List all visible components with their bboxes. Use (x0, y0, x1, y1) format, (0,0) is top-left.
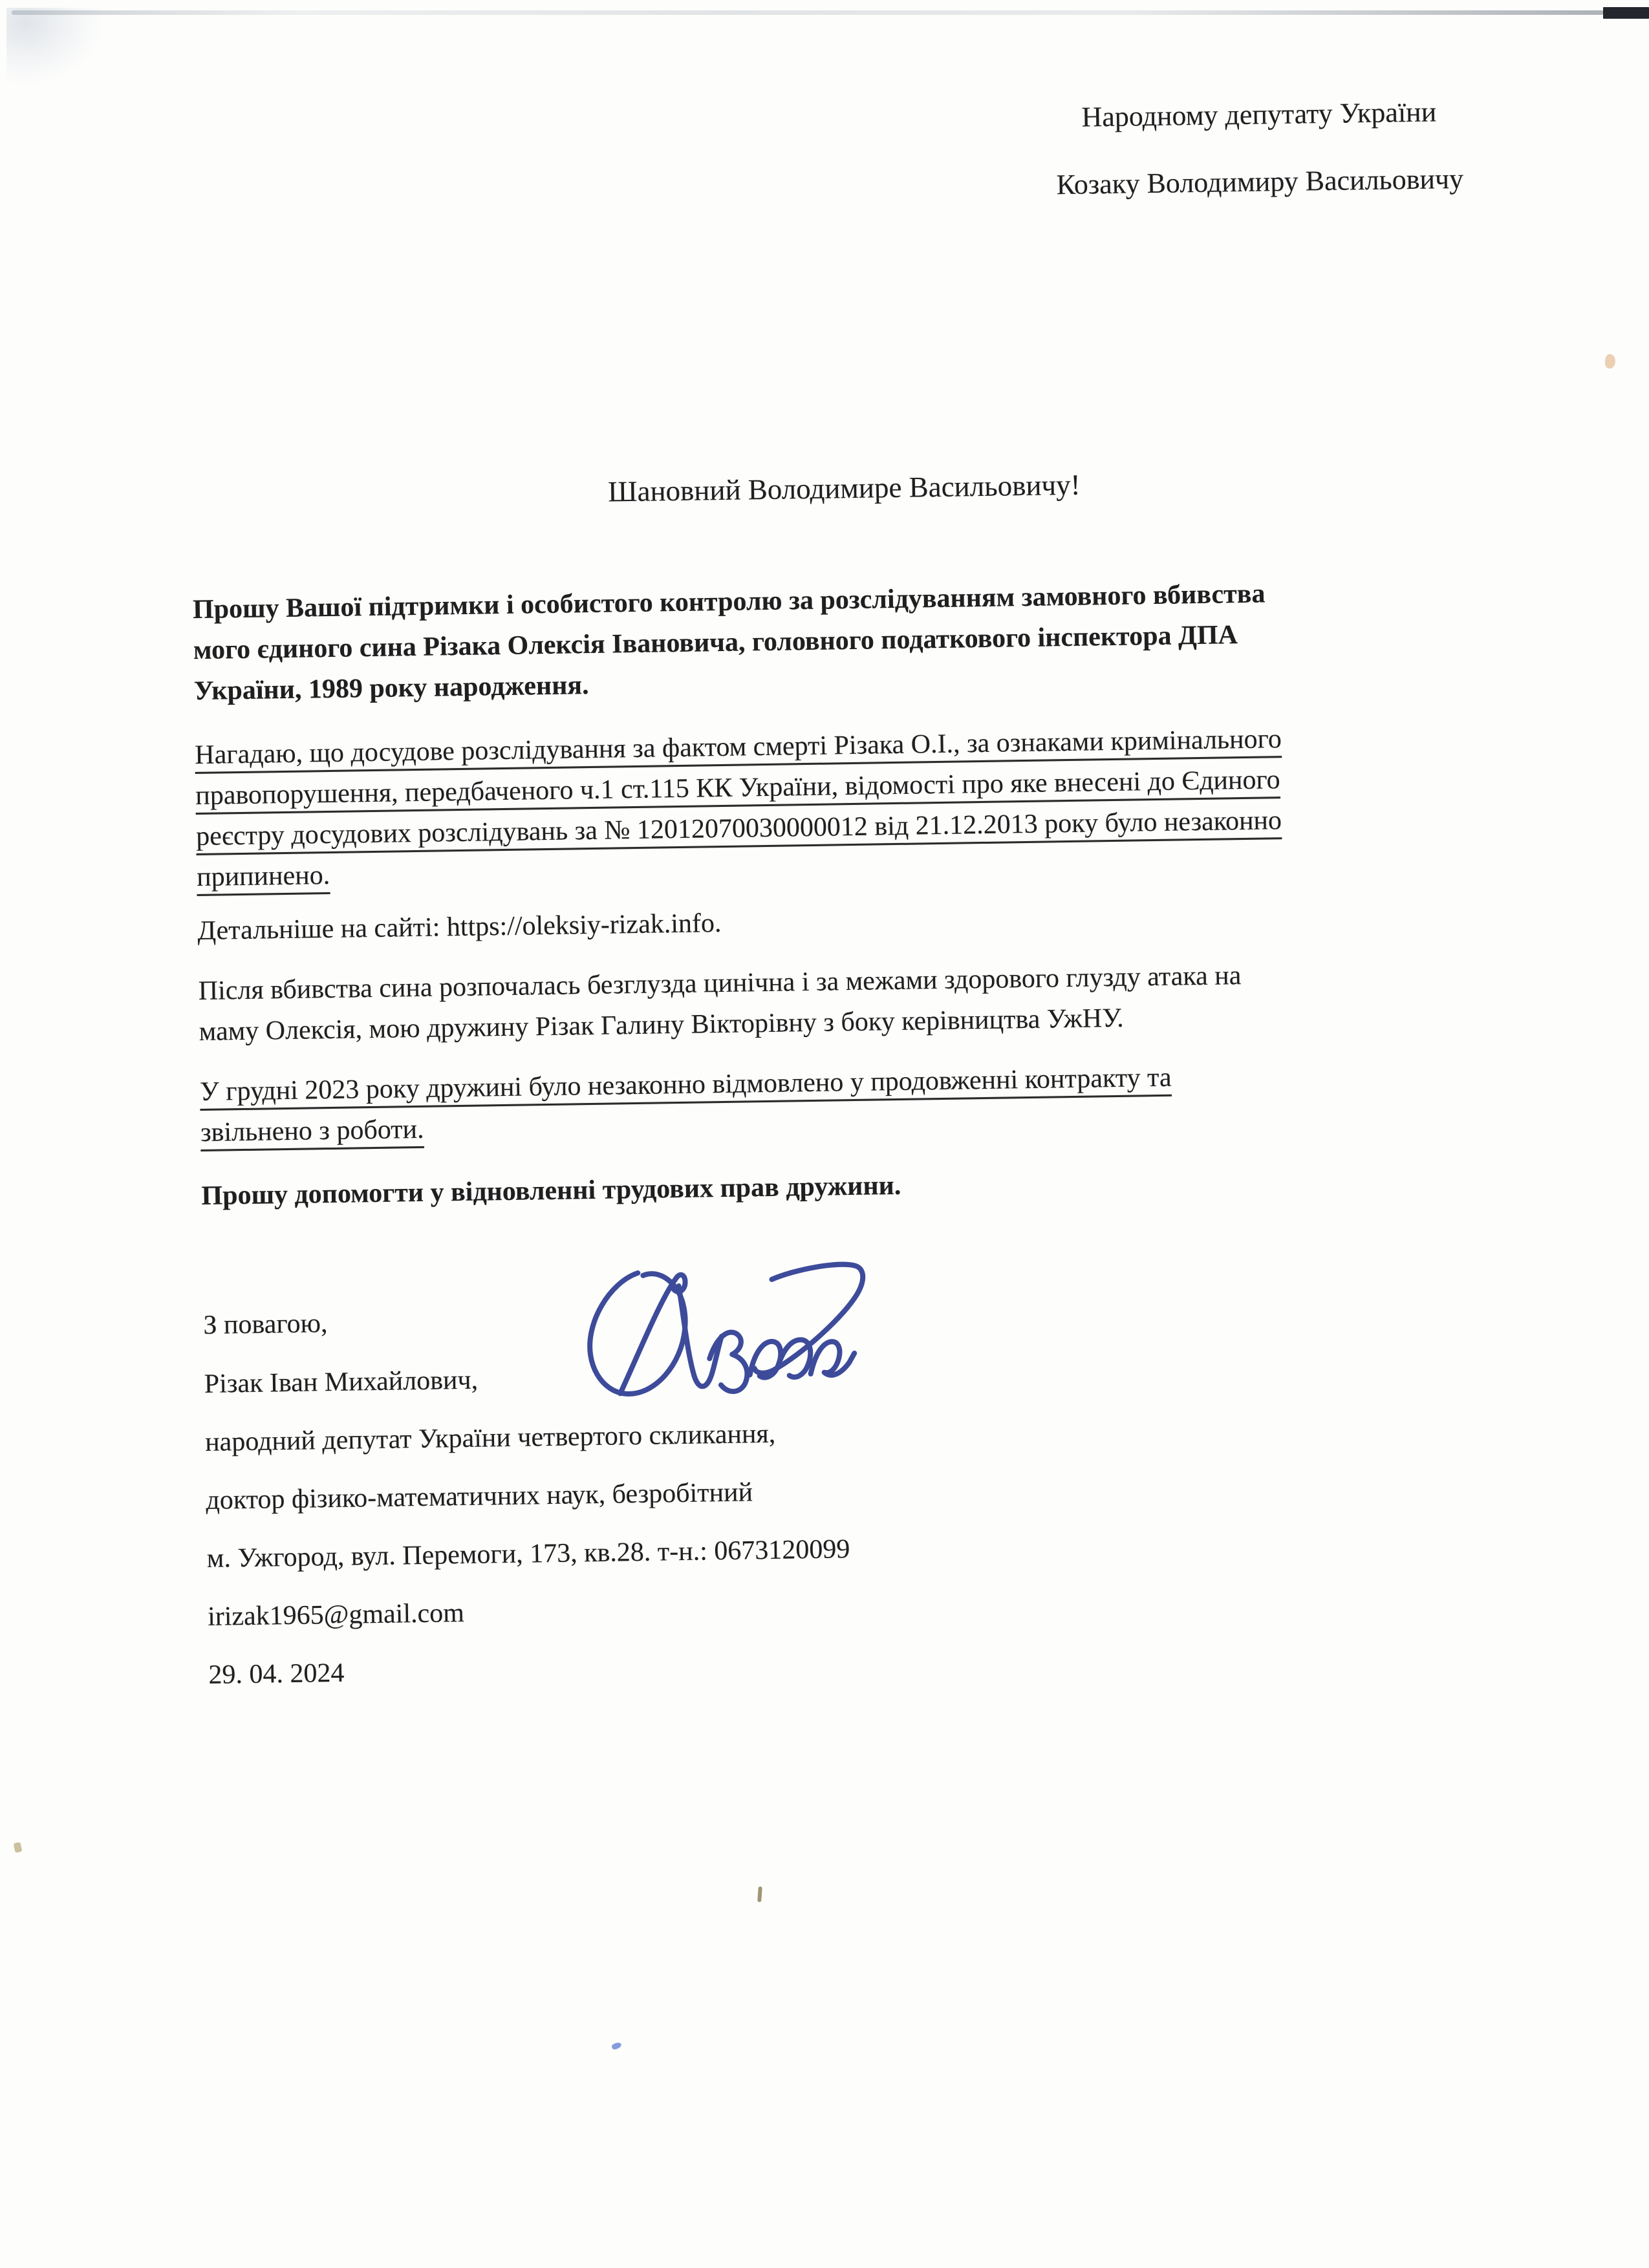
paragraph-line: Прошу Вашої підтримки і особистого контролю за розслідуванням замовного вбивства (192, 579, 1266, 625)
recipient-line-2: Козаку Володимиру Васильовичу (1056, 162, 1464, 201)
paragraph-attack-on-wife (198, 952, 1505, 1053)
closing-phrase: З повагою, (203, 1309, 328, 1340)
paragraph-line: У грудні 2023 року дружині було незаконно відмовлено у продовженні контракту та (199, 1062, 1172, 1107)
handwritten-signature-icon (581, 1258, 880, 1413)
paragraph-line: правопорушення, передбаченого ч.1 ст.115 КК України, відомості про яке внесені до Єдиного (195, 765, 1280, 811)
paragraph-line: маму Олексія, мою дружину Різак Галину Вікторівну з боку керівництва УжНУ. (199, 1003, 1124, 1047)
salutation: Шановний Володимире Васильовичу! (607, 468, 1081, 508)
letter-body (191, 459, 1515, 1704)
signer-degree: доктор фізико-математичних наук, безробітний (206, 1477, 753, 1515)
recipient-line-1: Народному депутату України (1081, 96, 1437, 133)
paragraph-line: припинено. (196, 860, 330, 893)
website-line: Детальніше на сайті: https://oleksiy-rizak.info. (197, 908, 722, 947)
paragraph-investigation-closed (195, 716, 1503, 898)
paragraph-contract-refused (200, 1053, 1507, 1153)
paragraph-line: реєстру досудових розслідувань за № 12012070030000012 від 21.12.2013 року було незаконно (195, 806, 1282, 852)
signer-name: Різак Іван Михайлович, (204, 1365, 479, 1399)
paragraph-line: Нагадаю, що досудове розслідування за фактом смерті Різака О.І., за ознаками кримінального (195, 724, 1282, 771)
paragraph-request-help (201, 1157, 1508, 1217)
paragraph-line: звільнено з роботи. (200, 1114, 424, 1148)
signature-strokes (588, 1264, 864, 1395)
signer-title: народний депутат України четвертого скликання, (204, 1418, 776, 1457)
signer-email: irizak1965@gmail.com (207, 1598, 465, 1632)
paragraph-request-support (193, 570, 1501, 712)
paragraph-line: України, 1989 року народження. (193, 670, 589, 707)
letter-date: 29. 04. 2024 (208, 1658, 345, 1690)
paragraph-line: Прошу допомогти у відновленні трудових прав дружини. (201, 1170, 901, 1211)
paragraph-line: мого єдиного сина Різака Олексія Івановича, головного податкового інспектора ДПА (193, 620, 1238, 666)
paragraph-line: Після вбивства сина розпочалась безглузда цинічна і за межами здорового глузду атака на (198, 961, 1242, 1007)
recipient-block (984, 77, 1535, 220)
signer-address-phone: м. Ужгород, вул. Перемоги, 173, кв.28. т-н.: 0673120099 (206, 1534, 850, 1574)
paragraph-website (197, 892, 1504, 952)
